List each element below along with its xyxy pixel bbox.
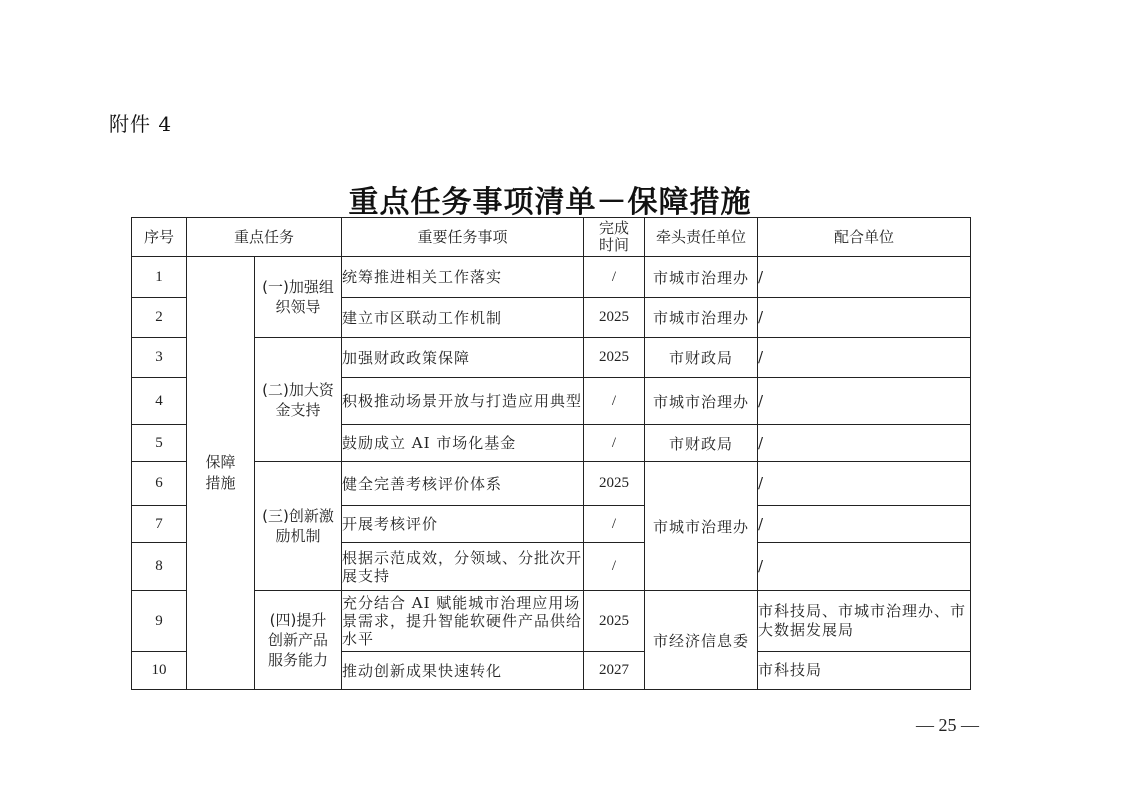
row-item: 积极推动场景开放与打造应用典型 [342,378,584,425]
row-lead: 市经济信息委 [645,591,758,690]
row-item: 根据示范成效，分领域、分批次开展支持 [342,543,584,591]
row-coop: 市科技局 [758,652,971,690]
row-item: 统筹推进相关工作落实 [342,257,584,298]
row-item: 开展考核评价 [342,506,584,543]
table-row [132,257,971,298]
row-lead: 市财政局 [645,425,758,462]
page-title: 重点任务事项清单－保障措施 [348,185,752,220]
row-seq: 1 [132,257,187,298]
row-time: / [584,257,645,298]
attachment-label: 附件 4 [109,112,173,136]
row-seq: 4 [132,378,187,425]
header-lead-unit: 牵头责任单位 [645,218,758,257]
header-deadline: 完成时间 [584,218,645,257]
row-coop: / [758,378,971,425]
table-row [132,338,971,378]
row-time: / [584,425,645,462]
row-lead: 市城市治理办 [645,378,758,425]
page-number: — 25 — [916,715,979,735]
task-table [131,217,971,690]
row-coop: / [758,425,971,462]
group-cell: (一)加强组织领导 [255,257,342,338]
row-item: 鼓励成立 AI 市场化基金 [342,425,584,462]
header-seq: 序号 [132,218,187,257]
row-coop: / [758,506,971,543]
table-row [132,462,971,506]
row-time: 2025 [584,462,645,506]
row-seq: 7 [132,506,187,543]
row-time: 2025 [584,591,645,652]
header-key-task: 重点任务 [187,218,342,257]
row-coop: / [758,543,971,591]
row-seq: 10 [132,652,187,690]
row-coop: / [758,298,971,338]
header-coop-unit: 配合单位 [758,218,971,257]
group-cell: (二)加大资金支持 [255,338,342,462]
row-time: 2025 [584,338,645,378]
row-time: / [584,378,645,425]
row-coop: / [758,257,971,298]
row-lead: 市城市治理办 [645,462,758,591]
row-item: 健全完善考核评价体系 [342,462,584,506]
row-time: / [584,543,645,591]
row-seq: 6 [132,462,187,506]
row-lead: 市城市治理办 [645,257,758,298]
row-coop: / [758,462,971,506]
group-cell: (四)提升创新产品服务能力 [255,591,342,690]
row-item: 推动创新成果快速转化 [342,652,584,690]
category-cell: 保障措施 [187,257,255,690]
row-seq: 8 [132,543,187,591]
row-coop: 市科技局、市城市治理办、市大数据发展局 [758,591,971,652]
row-time: 2025 [584,298,645,338]
row-coop: / [758,338,971,378]
group-cell: (三)创新激励机制 [255,462,342,591]
row-lead: 市城市治理办 [645,298,758,338]
table-row [132,591,971,652]
row-item: 加强财政政策保障 [342,338,584,378]
row-time: 2027 [584,652,645,690]
row-time: / [584,506,645,543]
row-seq: 9 [132,591,187,652]
header-task-item: 重要任务事项 [342,218,584,257]
table-header-row [132,218,971,257]
row-item: 充分结合 AI 赋能城市治理应用场景需求，提升智能软硬件产品供给水平 [342,591,584,652]
row-seq: 2 [132,298,187,338]
row-lead: 市财政局 [645,338,758,378]
row-seq: 5 [132,425,187,462]
row-item: 建立市区联动工作机制 [342,298,584,338]
row-seq: 3 [132,338,187,378]
